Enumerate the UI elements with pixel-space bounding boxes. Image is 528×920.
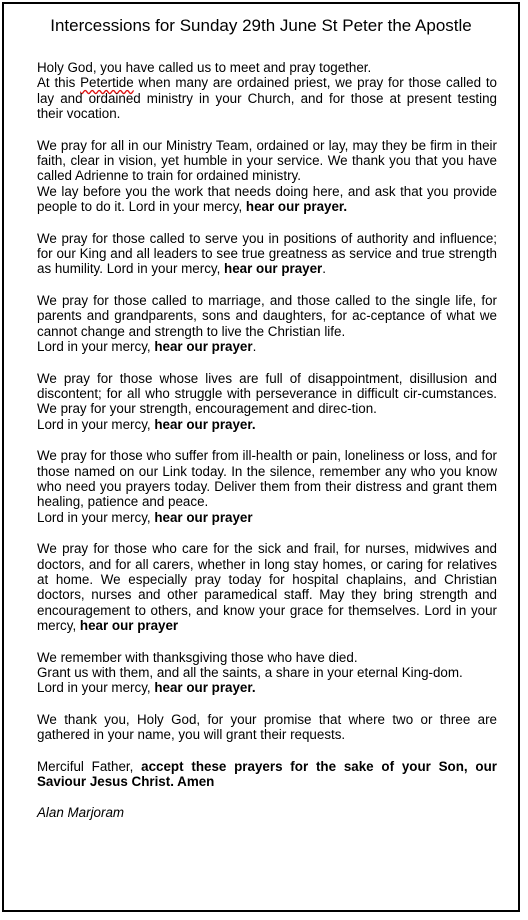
disappointment-lead: Lord in your mercy,: [37, 416, 155, 432]
paragraph-marriage: [37, 293, 497, 355]
departed-line-2: Grant us with them, and all the saints, a share in your eternal King-dom.: [37, 665, 463, 680]
departed-lead: Lord in your mercy,: [37, 680, 155, 696]
opening-line: Holy God, you have called us to meet and pray together.: [37, 60, 372, 75]
petertide-prefix: At this: [37, 75, 81, 91]
marriage-text: We pray for those called to marriage, and those called to the single life, for parents and grandparents, sons and daughters, for ac-ceptance of what we cannot change and strength to live the Christian life.: [37, 292, 497, 339]
collect-lead: Merciful Father,: [37, 758, 142, 774]
response-departed: hear our prayer.: [154, 680, 256, 696]
paragraph-thanks: [37, 712, 497, 743]
response-carers: hear our prayer: [79, 618, 179, 634]
response-marriage: hear our prayer: [154, 339, 253, 355]
response-disappointment: hear our prayer.: [154, 416, 256, 432]
authority-end: .: [322, 261, 327, 277]
thanks-text: We thank you, Holy God, for your promise that where two or three are gathered in your name, you will grant their requests.: [37, 711, 497, 743]
collect-bold: accept these prayers for the sake of your Son, our Saviour Jesus Christ. Amen: [37, 758, 497, 790]
response-illness: hear our prayer: [154, 509, 253, 525]
petertide-rest: when many are ordained priest, we pray for those called to lay and ordained ministry in your Church, and for those at present testing their vocation.: [37, 75, 497, 122]
response-authority: hear our prayer: [224, 261, 323, 277]
marriage-lead: Lord in your mercy,: [37, 339, 155, 355]
ministry-text: We pray for all in our Ministry Team, ordained or lay, may they be firm in their faith, clear in vision, yet humble in your service. We thank you that you have called Adrienne to train for ordained ministry.: [37, 137, 497, 184]
intercessions-body: [37, 60, 497, 821]
departed-line-1: We remember with thanksgiving those who have died.: [37, 649, 358, 665]
petertide-word: Petertide: [80, 75, 134, 91]
paragraph-illness: [37, 448, 497, 525]
marriage-end: .: [252, 339, 257, 355]
carers-text: We pray for those who care for the sick and frail, for nurses, midwives and doctors, and for all carers, whether in long stay homes, or caring for relatives at home. We especially pray today for hospital chaplains, and Christian doctors, nurses and other paramedical staff. May they bring strength and encouragement to others, and know your grace for themselves. Lord in your mercy,: [37, 541, 497, 634]
paragraph-disappointment: [37, 371, 497, 433]
disappointment-text: We pray for those whose lives are full of disappointment, disillusion and discontent; for all who struggle with perseverance in difficult cir-cumstances. We pray for your strength, encouragement and direc-tion.: [37, 370, 497, 417]
author-signature: Alan Marjoram: [37, 805, 125, 821]
paragraph-departed: [37, 650, 497, 696]
paragraph-carers: [37, 541, 497, 633]
paragraph-authority: [37, 231, 497, 277]
paragraph-collect: [37, 759, 497, 790]
paragraph-ministry-team: [37, 138, 497, 215]
illness-lead: Lord in your mercy,: [37, 509, 155, 525]
illness-text: We pray for those who suffer from ill-health or pain, loneliness or loss, and for those named on our Link today. In the silence, remember any who you know who need you prayers today. Deliver them from their distress and grant them healing, patience and peace.: [37, 448, 497, 510]
page-title: Intercessions for Sunday 29th June St Peter the Apostle: [50, 16, 472, 35]
authority-text: We pray for those called to serve you in positions of authority and influence; for our King and all leaders to see true greatness as service and true strength as humility. Lord in your mercy,: [37, 230, 497, 277]
paragraph-opening: [37, 60, 497, 122]
work-text: We lay before you the work that needs doing here, and ask that you provide people to do it. Lord in your mercy,: [37, 183, 497, 215]
response-ministry: hear our prayer.: [245, 199, 348, 215]
document-frame: [2, 2, 520, 912]
